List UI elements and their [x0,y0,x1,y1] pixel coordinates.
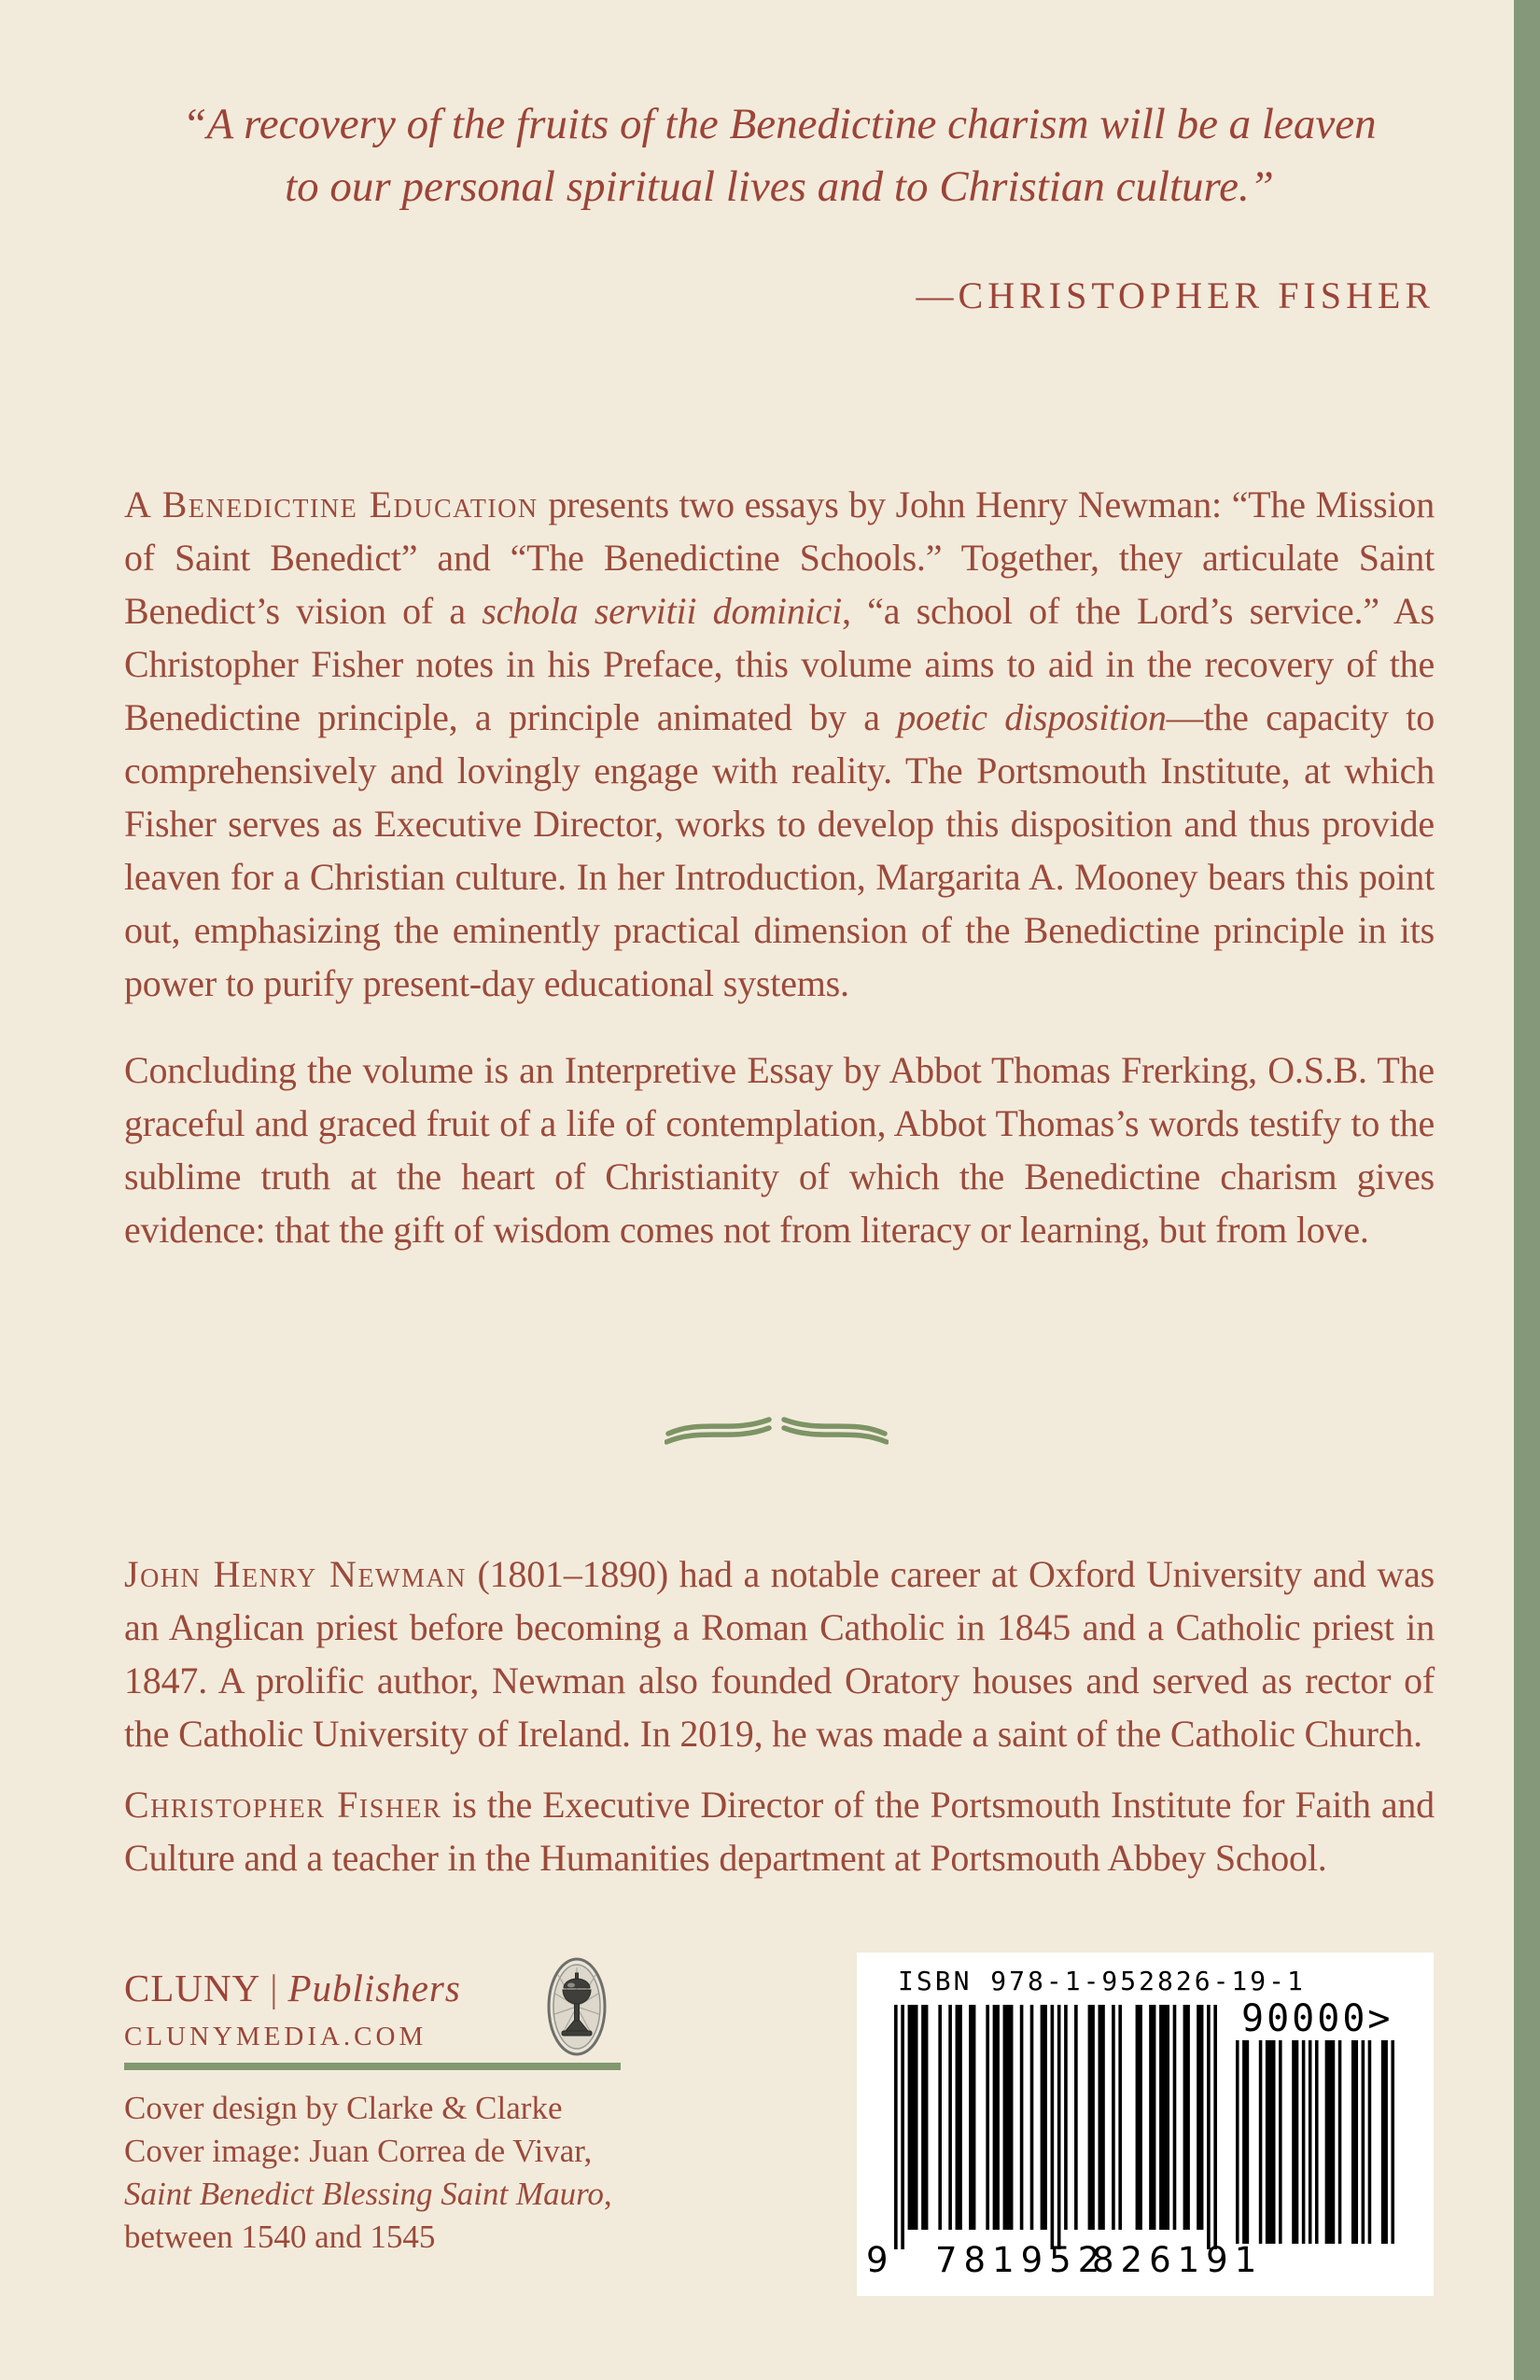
quote-attribution: —CHRISTOPHER FISHER [916,274,1435,316]
ean5-supplement-barcode [1236,2040,1394,2244]
quote-line-1: “A recovery of the fruits of the Benedictine charism will be a leaven [182,100,1377,148]
price-code: 90000> [1241,1997,1393,2040]
barcode-panel [857,1953,1434,2296]
publisher-descriptor: Publishers [287,1967,461,2009]
publisher-name-line [124,1966,461,2010]
endorsement-quote [124,93,1435,218]
barcode-digits-left: 781952 [935,2240,1107,2280]
description-paragraph-1: A Benedictine Education presents two essays by John Henry Newman: “The Mission of Saint Benedict” and “The Benedictine Schools.” Together, they articulate Saint Benedict’s vision of a schola servitii dominici, “a school of the Lord’s service.” As Christopher Fisher notes in his Preface, this volume aims to aid in the recovery of the Benedictine principle, a principle animated by a poetic disposition—the capacity to comprehensively and lovingly engage with reality. The Portsmouth Institute, at which Fisher serves as Executive Director, works to develop this disposition and thus provide leaven for a Christian culture. In her Introduction, Margarita A. Mooney bears this point out, emphasizing the eminently practical dimension of the Benedictine principle in its power to purify present-day educational systems. [124,483,1435,1004]
publisher-separator: | [270,1967,279,2009]
credit-image: Cover image: Juan Correa de Vivar, [124,2133,593,2169]
publisher-name: CLUNY [124,1967,261,2009]
quote-line-2: to our personal spiritual lives and to Christian culture.” [285,162,1274,211]
author-bio-fisher: Christopher Fisher is the Executive Director of the Portsmouth Institute for Faith and Culture and a teacher in the Humanities department at Portsmouth Abbey School. [124,1784,1435,1879]
credit-artwork-date: between 1540 and 1545 [124,2219,436,2255]
ean13-barcode [894,2005,1217,2249]
credit-design: Cover design by Clarke & Clarke [124,2090,563,2126]
isbn-label: ISBN 978-1-952826-19-1 [898,1966,1306,1996]
barcode-digits-right: 826191 [1092,2240,1264,2280]
wave-divider-icon [665,1412,889,1446]
spine-stripe [1514,0,1540,2380]
divider-rule [124,2063,621,2070]
author-bio-newman: John Henry Newman (1801–1890) had a notable career at Oxford University and was an Anglican priest before becoming a Roman Catholic in 1845 and a Catholic priest in 1847. A prolific author, Newman also founded Oratory houses and served as rector of the Catholic University of Ireland. In 2019, he was made a saint of the Catholic Church. [124,1553,1435,1755]
barcode-digit-leading: 9 [866,2240,889,2280]
publisher-website: CLUNYMEDIA.COM [124,2022,427,2051]
cover-credits [124,2087,612,2259]
credit-artwork-title: Saint Benedict Blessing Saint Mauro, [124,2176,612,2212]
chalice-emblem-icon [547,1956,607,2057]
description-paragraph-2: Concluding the volume is an Interpretive Essay by Abbot Thomas Frerking, O.S.B. The graceful and graced fruit of a life of contemplation, Abbot Thomas’s words testify to the sublime truth at the heart of Christianity of which the Benedictine charism gives evidence: that the gift of wisdom comes not from literacy or learning, but from love. [124,1049,1435,1251]
